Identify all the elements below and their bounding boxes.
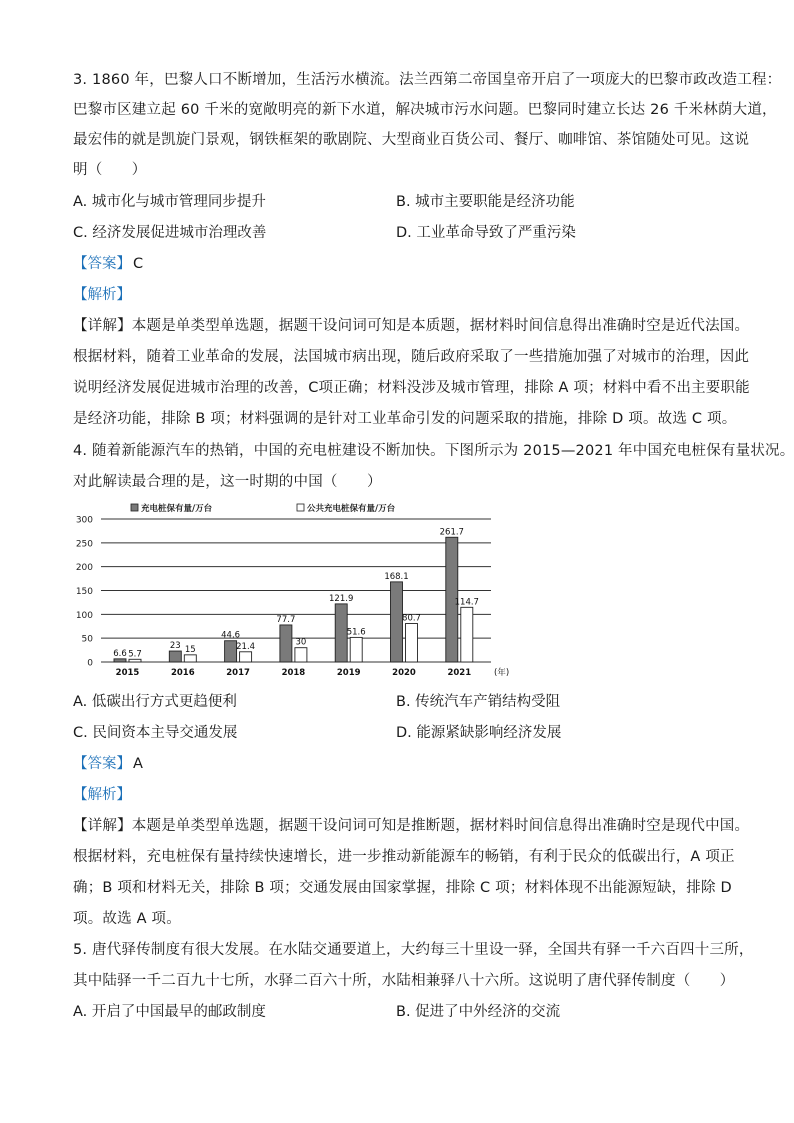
bar-public xyxy=(295,648,307,662)
value-label-total: 261.7 xyxy=(439,527,464,538)
bar-public xyxy=(461,607,473,662)
q3-answer xyxy=(73,254,143,274)
value-label-public: 114.7 xyxy=(454,597,479,608)
q4-detail-line-3: 确；B 项和材料无关，排除 B 项；交通发展由国家掌握，排除 C 项；材料体现不出能源短缺，排除 D xyxy=(73,880,732,896)
value-label-public: 30 xyxy=(295,637,307,648)
y-tick-label: 150 xyxy=(75,587,93,597)
value-label-total: 168.1 xyxy=(384,571,409,582)
q5-option-b: B. 促进了中外经济的交流 xyxy=(396,1004,561,1020)
bar-public xyxy=(240,652,252,662)
bar-total xyxy=(335,604,347,662)
q4-option-b: B. 传统汽车产销结构受阻 xyxy=(396,694,561,710)
q4-option-c: C. 民间资本主导交通发展 xyxy=(73,725,238,741)
q3-analysis-label: 【解析】 xyxy=(73,287,131,303)
q3-stem-line-1: 3. 1860 年，巴黎人口不断增加，生活污水横流。法兰西第二帝国皇帝开启了一项庞大的巴黎市政改造工程： xyxy=(73,72,782,88)
q4-answer xyxy=(73,754,143,774)
value-label-total: 121.9 xyxy=(329,593,354,604)
q3-answer-value: C xyxy=(133,256,144,272)
legend-swatch-1 xyxy=(131,504,138,511)
q3-option-a: A. 城市化与城市管理同步提升 xyxy=(73,194,266,210)
x-tick-label: 2018 xyxy=(281,668,306,678)
legend-label-2: 公共充电桩保有量/万台 xyxy=(307,504,396,514)
x-unit-label: (年) xyxy=(494,668,510,678)
bar-public xyxy=(184,655,196,662)
q5-stem-line-2: 其中陆驿一千二百九十七所，水驿二百六十所，水陆相兼驿八十六所。这说明了唐代驿传制度（ ） xyxy=(73,973,735,989)
q3-option-d: D. 工业革命导致了严重污染 xyxy=(396,225,576,241)
y-tick-label: 300 xyxy=(75,515,93,526)
y-tick-label: 0 xyxy=(87,658,93,669)
q3-detail-line-3: 说明经济发展促进城市治理的改善，C项正确；材料没涉及城市管理，排除 A 项；材料中看不出主要职能 xyxy=(73,380,750,396)
x-tick-label: 2020 xyxy=(392,668,416,678)
bar-total xyxy=(391,582,403,662)
q3-answer-label: 【答案】 xyxy=(73,256,131,272)
q3-stem-line-3: 最宏伟的就是凯旋门景观，钢铁框架的歌剧院、大型商业百货公司、餐厅、咖啡馆、茶馆随处可见。这说 xyxy=(73,132,750,148)
q4-analysis-label: 【解析】 xyxy=(73,787,131,803)
q4-detail-line-2: 根据材料，充电桩保有量持续快速增长，进一步推动新能源车的畅销，有利于民众的低碳出行，A 项正 xyxy=(73,849,735,865)
x-tick-label: 2019 xyxy=(336,668,361,678)
value-label-public: 51.6 xyxy=(346,627,366,638)
bar-total xyxy=(169,651,181,662)
x-tick-label: 2016 xyxy=(170,668,195,678)
q4-answer-value: A xyxy=(133,756,143,772)
q3-option-c: C. 经济发展促进城市治理改善 xyxy=(73,225,267,241)
value-label-public: 5.7 xyxy=(128,649,142,660)
y-tick-label: 50 xyxy=(81,634,93,645)
charging-pile-chart xyxy=(73,503,510,683)
q4-option-d: D. 能源紧缺影响经济发展 xyxy=(396,725,562,741)
value-label-total: 6.6 xyxy=(113,648,127,659)
y-tick-label: 100 xyxy=(75,610,93,621)
q5-stem-line-1: 5. 唐代驿传制度有很大发展。在水陆交通要道上，大约每三十里设一驿，全国共有驿一千六百四十三所， xyxy=(73,942,754,958)
bar-total xyxy=(280,625,292,662)
x-tick-label: 2021 xyxy=(447,668,472,678)
q3-stem-line-4: 明（ ） xyxy=(73,162,147,178)
q4-detail-line-1: 【详解】本题是单类型单选题，据题干设问词可知是推断题，据材料时间信息得出准确时空是现代中国。 xyxy=(73,818,750,834)
bar-total xyxy=(225,641,237,662)
y-tick-label: 250 xyxy=(75,539,93,550)
q3-detail-line-2: 根据材料，随着工业革命的发展，法国城市病出现，随后政府采取了一些措施加强了对城市的治理，因此 xyxy=(73,349,750,365)
value-label-total: 77.7 xyxy=(276,614,296,625)
y-tick-label: 200 xyxy=(75,563,93,574)
bar-total xyxy=(114,659,126,662)
x-tick-label: 2017 xyxy=(226,668,250,678)
legend-label-1: 充电桩保有量/万台 xyxy=(141,504,213,514)
legend-swatch-2 xyxy=(297,504,304,511)
q4-answer-label: 【答案】 xyxy=(73,756,131,772)
q4-stem-line-1: 4. 随着新能源汽车的热销，中国的充电桩建设不断加快。下图所示为 2015—2021 年中国充电桩保有量状况。 xyxy=(73,443,794,459)
q5-option-a: A. 开启了中国最早的邮政制度 xyxy=(73,1004,266,1020)
q4-option-a: A. 低碳出行方式更趋便利 xyxy=(73,694,237,710)
chart-svg xyxy=(73,503,510,683)
bar-public xyxy=(129,659,141,662)
q4-stem-line-2: 对此解读最合理的是，这一时期的中国（ ） xyxy=(73,474,382,490)
q3-stem-line-2: 巴黎市区建立起 60 千米的宽敞明亮的新下水道，解决城市污水问题。巴黎同时建立长达 26 千米林荫大道， xyxy=(73,102,777,118)
q3-option-b: B. 城市主要职能是经济功能 xyxy=(396,194,575,210)
bar-public xyxy=(350,637,362,662)
q4-detail-line-4: 项。故选 A 项。 xyxy=(73,911,181,927)
value-label-total: 23 xyxy=(169,641,181,652)
value-label-public: 21.4 xyxy=(236,641,256,652)
q3-detail-line-4: 是经济功能，排除 B 项；材料强调的是针对工业革命引发的问题采取的措施，排除 D 项。故选 C 项。 xyxy=(73,411,737,427)
x-tick-label: 2015 xyxy=(115,668,140,678)
value-label-public: 15 xyxy=(184,644,196,655)
value-label-public: 80.7 xyxy=(402,613,421,624)
bar-public xyxy=(406,624,418,662)
value-label-total: 44.6 xyxy=(221,630,241,641)
q3-detail-line-1: 【详解】本题是单类型单选题，据题干设问词可知是本质题，据材料时间信息得出准确时空是近代法国。 xyxy=(73,318,750,334)
